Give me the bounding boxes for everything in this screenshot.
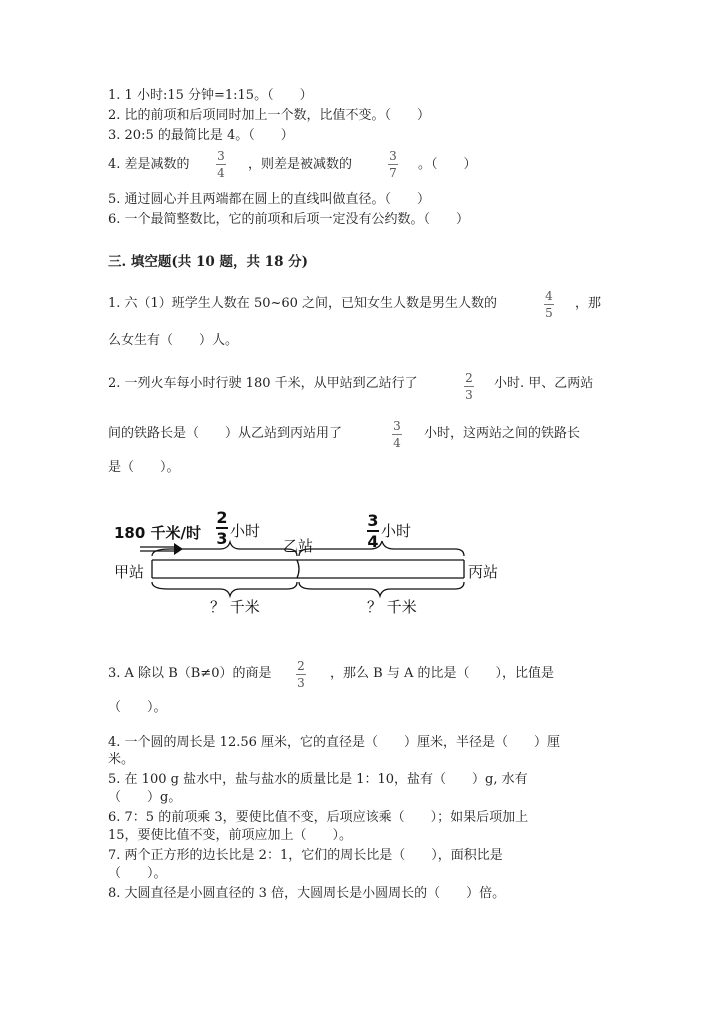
fraction-numerator: 2 — [297, 659, 305, 673]
fill-q2-part-d: 小时，这两站之间的铁路长 — [424, 426, 581, 441]
judge-q3: 3. 20:5 的最简比是 4。（ ） — [108, 128, 294, 143]
fill-q3-part-c: （ ）。 — [108, 700, 167, 715]
section-3-title: 三. 填空题(共 10 题，共 18 分) — [108, 254, 309, 270]
fill-q4-line-2: 米。 — [108, 752, 135, 767]
fraction-numerator: 3 — [393, 419, 401, 433]
fraction-denominator: 7 — [389, 166, 397, 180]
fraction-numerator: 4 — [545, 289, 553, 303]
fill-q1-part-b: ，那 — [575, 296, 602, 311]
fill-q3-part-b: ，那么 B 与 A 的比是（ ），比值是 — [330, 666, 554, 681]
fill-q1-fraction — [544, 289, 554, 320]
fraction-numerator: 3 — [367, 511, 379, 530]
fraction-bar — [216, 164, 226, 165]
speed-label: 180 千米/时 — [114, 524, 202, 542]
station-c-label: 丙站 — [468, 563, 499, 581]
station-b-label: 乙站 — [283, 537, 314, 555]
bottom-brace-1 — [152, 582, 297, 596]
fill-q6-line-2: 15，要使比值不变，前项应加上（ ）。 — [108, 828, 353, 843]
fraction-numerator: 3 — [217, 149, 225, 163]
judge-q6: 6. 一个最简整数比，它的前项和后项一定没有公约数。（ ） — [108, 212, 470, 227]
speed-arrow-icon — [140, 543, 183, 555]
fraction-denominator: 3 — [216, 529, 228, 548]
judge-q4-part-c: 。（ ） — [418, 157, 477, 172]
judge-q4-part-b: ，则差是被减数的 — [248, 157, 353, 172]
fraction-bar — [544, 304, 554, 305]
fill-q1-part-c: 么女生有（ ）人。 — [108, 333, 239, 348]
bottom-brace-2 — [299, 582, 464, 596]
top-brace-2 — [299, 541, 464, 556]
railway-track — [152, 560, 464, 578]
fraction-denominator: 3 — [465, 388, 473, 402]
fill-q7-line-2: （ ）。 — [108, 866, 167, 881]
unknown-distance-2: ？ 千米 — [367, 598, 417, 616]
fill-q3-fraction — [296, 659, 306, 690]
diagram-fraction-2-unit: 小时 — [381, 522, 412, 540]
fill-q2-fraction-2 — [392, 419, 402, 450]
judge-q4-fraction-2 — [388, 149, 398, 180]
fill-q4-line-1: 4. 一个圆的周长是 12.56 厘米，它的直径是（ ）厘米，半径是（ ）厘 — [108, 735, 561, 750]
station-a-label: 甲站 — [114, 563, 145, 581]
judge-q5: 5. 通过圆心并且两端都在圆上的直线叫做直径。（ ） — [108, 192, 431, 207]
fill-q2-part-b: 小时. 甲、乙两站 — [494, 376, 594, 391]
fraction-denominator: 4 — [217, 166, 225, 180]
fill-q1-part-a: 1. 六（1）班学生人数在 50~60 之间，已知女生人数是男生人数的 — [108, 296, 498, 311]
fraction-denominator: 4 — [367, 532, 379, 551]
fraction-denominator: 3 — [297, 676, 305, 690]
judge-q2: 2. 比的前项和后项同时加上一个数，比值不变。（ ） — [108, 108, 431, 123]
fill-q2-part-e: 是（ ）。 — [108, 460, 180, 475]
fraction-bar — [388, 164, 398, 165]
diagram-fraction-2 — [367, 512, 379, 550]
fill-q2-part-a: 2. 一列火车每小时行驶 180 千米，从甲站到乙站行了 — [108, 376, 418, 391]
unknown-distance-1: ？ 千米 — [210, 598, 260, 616]
fill-q6-line-1: 6. 7：5 的前项乘 3，要使比值不变，后项应该乘（ ）；如果后项加上 — [108, 810, 529, 825]
judge-q1: 1. 1 小时:15 分钟=1:15。（ ） — [108, 88, 313, 103]
fill-q7-line-1: 7. 两个正方形的边长比是 2：1，它们的周长比是（ ），面积比是 — [108, 848, 503, 863]
fraction-bar — [464, 386, 474, 387]
fill-q2-fraction-1 — [464, 371, 474, 402]
diagram-fraction-1-unit: 小时 — [230, 522, 261, 540]
fraction-numerator: 3 — [389, 149, 397, 163]
judge-q4-part-a: 4. 差是减数的 — [108, 157, 190, 172]
fraction-numerator: 2 — [216, 508, 228, 527]
fraction-numerator: 2 — [465, 371, 473, 385]
diagram-fraction-1 — [216, 509, 228, 547]
judge-q4-fraction-1 — [216, 149, 226, 180]
fill-q5-line-1: 5. 在 100 g 盐水中，盐与盐水的质量比是 1：10，盐有（ ）g, 水有 — [108, 772, 528, 787]
fill-q3-part-a: 3. A 除以 B（B≠0）的商是 — [108, 666, 272, 681]
fraction-denominator: 5 — [545, 306, 553, 320]
fill-q8: 8. 大圆直径是小圆直径的 3 倍，大圆周长是小圆周长的（ ）倍。 — [108, 886, 506, 901]
fraction-bar — [296, 674, 306, 675]
fill-q2-part-c: 间的铁路长是（ ）从乙站到丙站用了 — [108, 426, 343, 441]
fraction-denominator: 4 — [393, 436, 401, 450]
fraction-bar — [392, 434, 402, 435]
fill-q5-line-2: （ ）g。 — [108, 790, 182, 805]
